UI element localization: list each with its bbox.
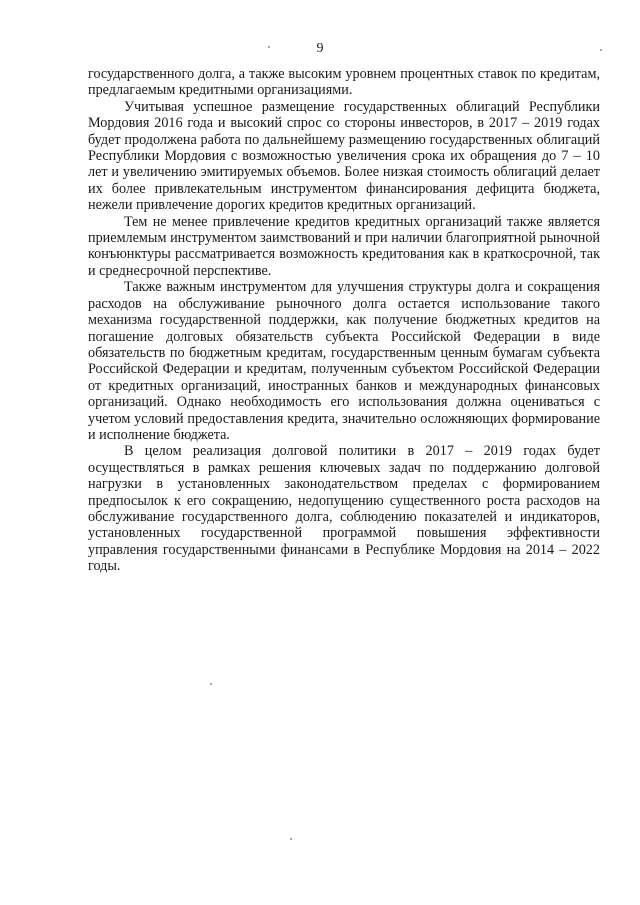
paragraph-bank-credits: Тем не менее привлечение кредитов кредитных организаций также является приемлемым инструментом заимствований и при наличии благоприятной рыночной конъюнктуры рассматривается возможность кредитования как в краткосрочной, так и среднесрочной перспективе. [88,213,600,279]
scan-speck [268,46,270,48]
paragraph-bonds: Учитывая успешное размещение государственных облигаций Республики Мордовия 2016 года и высокий спрос со стороны инвесторов, в 2017 – 2019 годах будет продолжена работа по дальнейшему размещению государственных облигаций Республики Мордовия с возможностью увеличения срока их обращения до 7 – 10 лет и увеличению эмитируемых объемов. Более низкая стоимость облигаций делает их более привлекательным инструментом финансирования дефицита бюджета, нежели привлечение дорогих кредитов кредитных организаций. [88,98,600,214]
scan-speck [600,49,602,51]
scan-speck [290,838,292,840]
paragraph-continuation: государственного долга, а также высоким уровнем процентных ставок по кредитам, предлагаемым кредитными организациями. [88,66,600,99]
paragraph-debt-policy-summary: В целом реализация долговой политики в 2017 – 2019 годах будет осуществляться в рамках решения ключевых задач по поддержанию долговой нагрузки в установленных законодательством пределах с формированием предпосылок к его сокращению, недопущению существенного роста расходов на обслуживание государственного долга, соблюдению показателей и индикаторов, установленных государственной программой повышения эффективности управления государственными финансами в Республике Мордовия на 2014 – 2022 годы. [88,443,600,575]
scan-speck [210,683,212,685]
paragraph-budget-credits: Также важным инструментом для улучшения структуры долга и сокращения расходов на обслуживание рыночного долга остается использование такого механизма государственной поддержки, как получение бюджетных кредитов на погашение долговых обязательств субъекта Российской Федерации в виде обязательств по бюджетным кредитам, государственным ценным бумагам субъекта Российской Федерации и кредитам, полученным субъектом Российской Федерации от кредитных организаций, иностранных банков и международных финансовых организаций. Однако необходимость его использования должна оцениваться с учетом условий предоставления кредита, значительно осложняющих формирование и исполнение бюджета. [88,279,600,443]
page-number: 9 [316,41,324,56]
body-text [88,66,600,575]
